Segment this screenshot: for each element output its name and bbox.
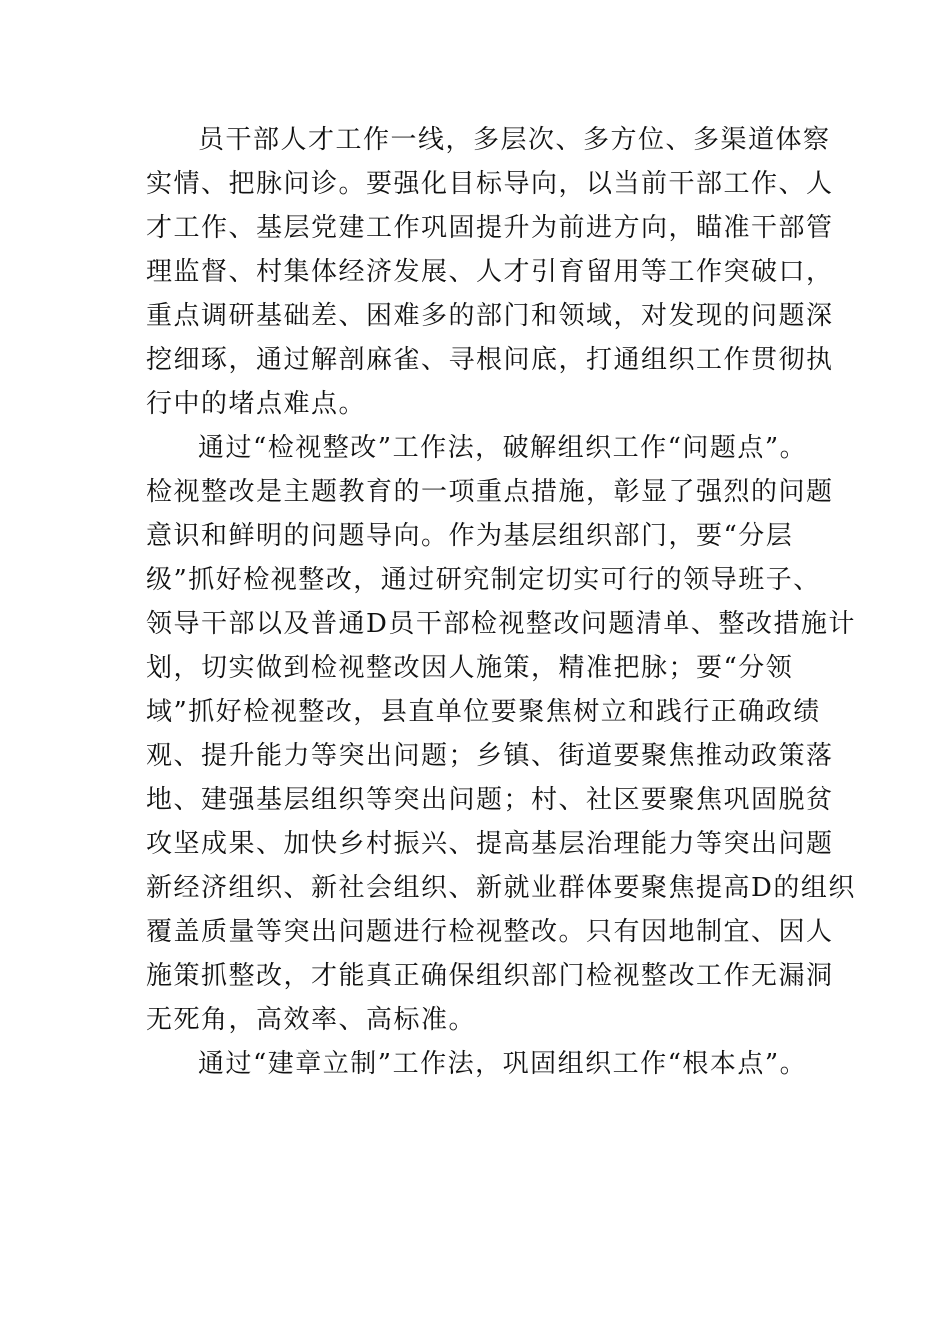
text-line: 理监督、村集体经济发展、人才引育留用等工作突破口， — [146, 257, 834, 287]
text-line: 才工作、基层党建工作巩固提升为前进方向，瞄准干部管 — [146, 213, 834, 243]
text-line: 观、提升能力等突出问题；乡镇、街道要聚焦推动政策落 — [146, 741, 834, 771]
text-line: 重点调研基础差、困难多的部门和领域，对发现的问题深 — [146, 301, 834, 331]
text-line: 检视整改是主题教育的一项重点措施，彰显了强烈的问题 — [146, 477, 834, 507]
document-body — [146, 118, 856, 1086]
paragraph-heading-inspection: 通过“检视整改”工作法，破解组织工作“问题点”。 — [198, 433, 808, 463]
text-line: 施策抓整改，才能真正确保组织部门检视整改工作无漏洞 — [146, 961, 834, 991]
text-line: 挖细琢，通过解剖麻雀、寻根问底，打通组织工作贯彻执 — [146, 345, 834, 375]
text-line: 地、建强基层组织等突出问题；村、社区要聚焦巩固脱贫 — [146, 785, 834, 815]
text-line: 级”抓好检视整改，通过研究制定切实可行的领导班子、 — [146, 565, 821, 595]
text-line: 员干部人才工作一线，多层次、多方位、多渠道体察 — [198, 125, 831, 155]
text-line: 覆盖质量等突出问题进行检视整改。只有因地制宜、因人 — [146, 917, 834, 947]
text-line: 划，切实做到检视整改因人施策，精准把脉；要“分领 — [146, 653, 794, 683]
text-line: 实情、把脉问诊。要强化目标导向，以当前干部工作、人 — [146, 169, 834, 199]
paragraph-heading-rules: 通过“建章立制”工作法，巩固组织工作“根本点”。 — [198, 1049, 808, 1079]
text-line: 域”抓好检视整改，县直单位要聚焦树立和践行正确政绩 — [146, 697, 821, 727]
text-line: 新经济组织、新社会组织、新就业群体要聚焦提高D的组织 — [146, 873, 856, 903]
text-line: 意识和鲜明的问题导向。作为基层组织部门，要“分层 — [146, 521, 794, 551]
text-line: 行中的堵点难点。 — [146, 389, 367, 419]
text-line: 领导干部以及普通D员干部检视整改问题清单、整改措施计 — [146, 609, 856, 639]
text-line: 无死角，高效率、高标准。 — [146, 1005, 477, 1035]
text-line: 攻坚成果、加快乡村振兴、提高基层治理能力等突出问题 — [146, 829, 834, 859]
